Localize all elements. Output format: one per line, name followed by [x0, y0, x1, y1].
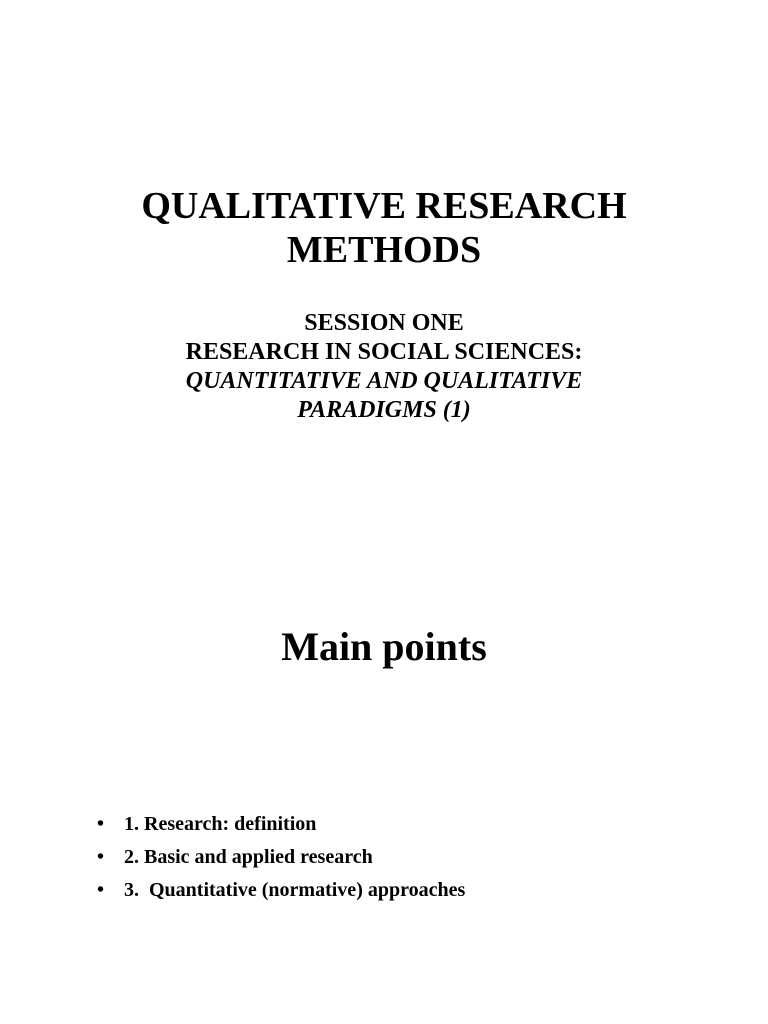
session-label: SESSION ONE — [304, 310, 464, 336]
document-title — [0, 184, 768, 272]
main-points-heading: Main points — [281, 624, 487, 669]
list-item-text: 3. Quantitative (normative) approaches — [124, 879, 466, 901]
title-line-2: METHODS — [286, 229, 482, 271]
list-item — [97, 874, 465, 907]
title-line-1: QUALITATIVE RESEARCH — [141, 185, 627, 227]
session-subheading-line-2: PARADIGMS (1) — [297, 397, 471, 423]
session-subheading-line-1: QUANTITATIVE AND QUALITATIVE — [185, 368, 583, 394]
bullet-icon: • — [97, 813, 105, 835]
bullet-icon: • — [97, 879, 105, 901]
list-item-text: 2. Basic and applied research — [124, 846, 373, 868]
list-item — [97, 808, 465, 841]
list-item — [97, 841, 465, 874]
session-heading: RESEARCH IN SOCIAL SCIENCES: — [185, 339, 583, 365]
main-points-list — [97, 808, 465, 907]
list-item-text: 1. Research: definition — [124, 813, 317, 835]
session-block — [0, 309, 768, 425]
bullet-icon: • — [97, 846, 105, 868]
